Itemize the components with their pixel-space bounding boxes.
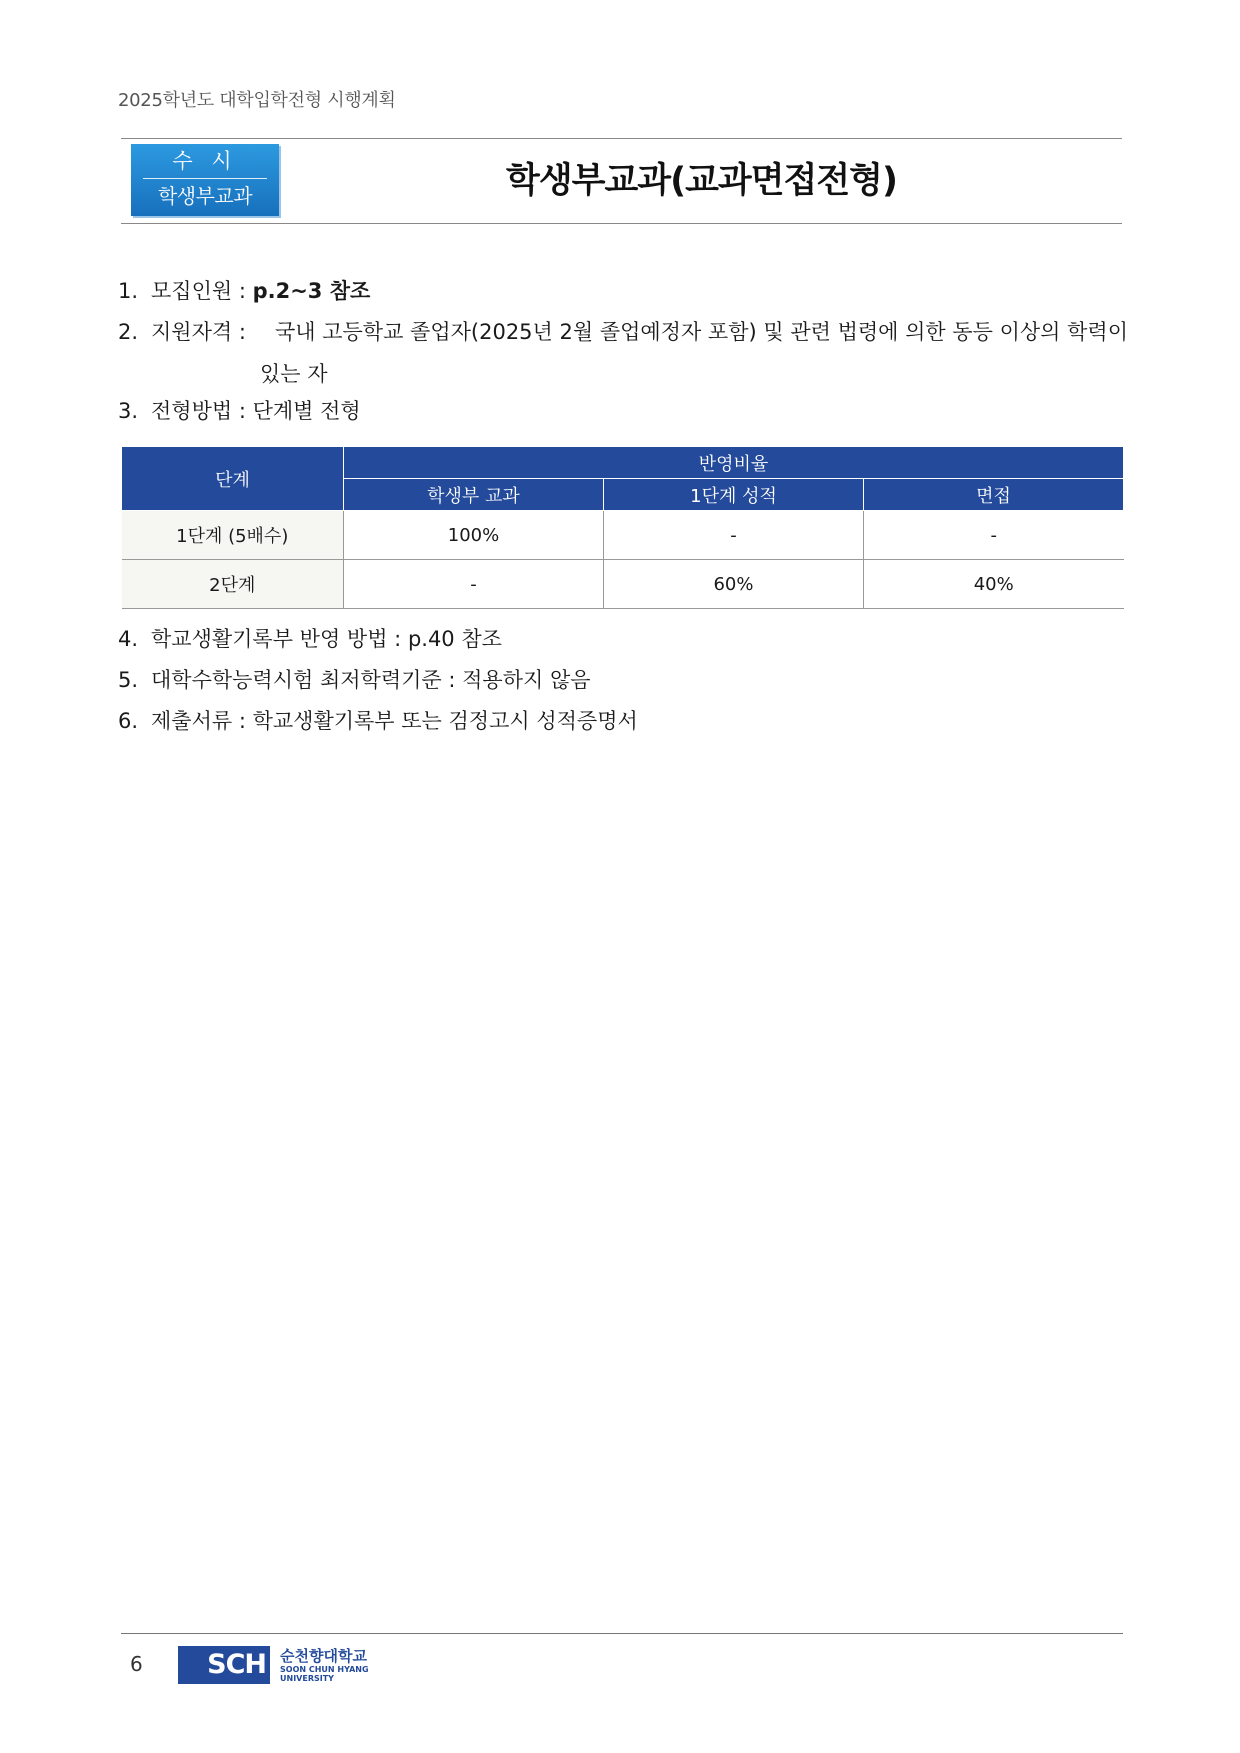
item-csat-minimum [118,665,591,695]
logo-mark: SCH [178,1646,270,1684]
item-number: 4. [118,627,139,651]
value-cell: 100% [344,511,604,560]
value-cell: - [604,511,864,560]
page-title: 학생부교과(교과면접전형) [506,161,897,201]
header-column: 1단계 성적 [604,479,864,511]
item-number: 6. [118,709,139,733]
item-value-line1: 국내 고등학교 졸업자(2025년 2월 졸업예정자 포함) 및 관련 법령에 의한 동등 이상의 학력이 [274,320,1128,344]
header-column: 학생부 교과 [344,479,604,511]
logo-english-line2: UNIVERSITY [280,1673,334,1683]
logo-text [280,1648,369,1683]
item-label: 지원자격 : [151,320,246,344]
header-column: 면접 [864,479,1124,511]
page-number: 6 [130,1652,143,1676]
item-documents [118,706,638,736]
item-label: 제출서류 : [151,709,246,733]
item-record-method [118,624,502,654]
value-cell: 40% [864,560,1124,609]
header-ratio-group: 반영비율 [344,447,1124,479]
logo-korean-name: 순천향대학교 [280,1646,367,1665]
category-badge [131,144,279,216]
item-value: p.40 참조 [407,627,502,651]
item-label: 학교생활기록부 반영 방법 : [151,627,402,651]
item-eligibility [118,317,1128,389]
table-row [122,511,1124,560]
item-value: 학교생활기록부 또는 검정고시 성적증명서 [252,709,638,733]
value-cell: - [864,511,1124,560]
item-value: 적용하지 않음 [462,668,591,692]
badge-bottom-label: 학생부교과 [157,184,253,208]
item-label: 전형방법 : [151,399,246,423]
item-value-line2: 있는 자 [260,362,328,386]
footer-divider [121,1633,1123,1634]
item-value: 단계별 전형 [252,399,361,423]
selection-ratio-table [121,446,1124,609]
item-number: 5. [118,668,139,692]
table-row [122,560,1124,609]
item-label: 대학수학능력시험 최저학력기준 : [151,668,456,692]
university-logo [178,1646,369,1684]
item-value: p.2~3 참조 [252,279,371,303]
running-header: 2025학년도 대학입학전형 시행계획 [118,90,396,111]
item-number: 1. [118,279,139,303]
badge-top-label: 수 시 [172,149,238,173]
stage-cell: 1단계 (5배수) [122,511,344,560]
item-number: 3. [118,399,139,423]
stage-cell: 2단계 [122,560,344,609]
item-number: 2. [118,320,139,344]
item-recruitment [118,276,370,306]
item-method [118,396,361,426]
title-bar [121,138,1122,224]
logo-english-line1: SOON CHUN HYANG [280,1664,369,1674]
value-cell: 60% [604,560,864,609]
item-label: 모집인원 : [151,279,246,303]
value-cell: - [344,560,604,609]
header-stage: 단계 [122,447,344,511]
